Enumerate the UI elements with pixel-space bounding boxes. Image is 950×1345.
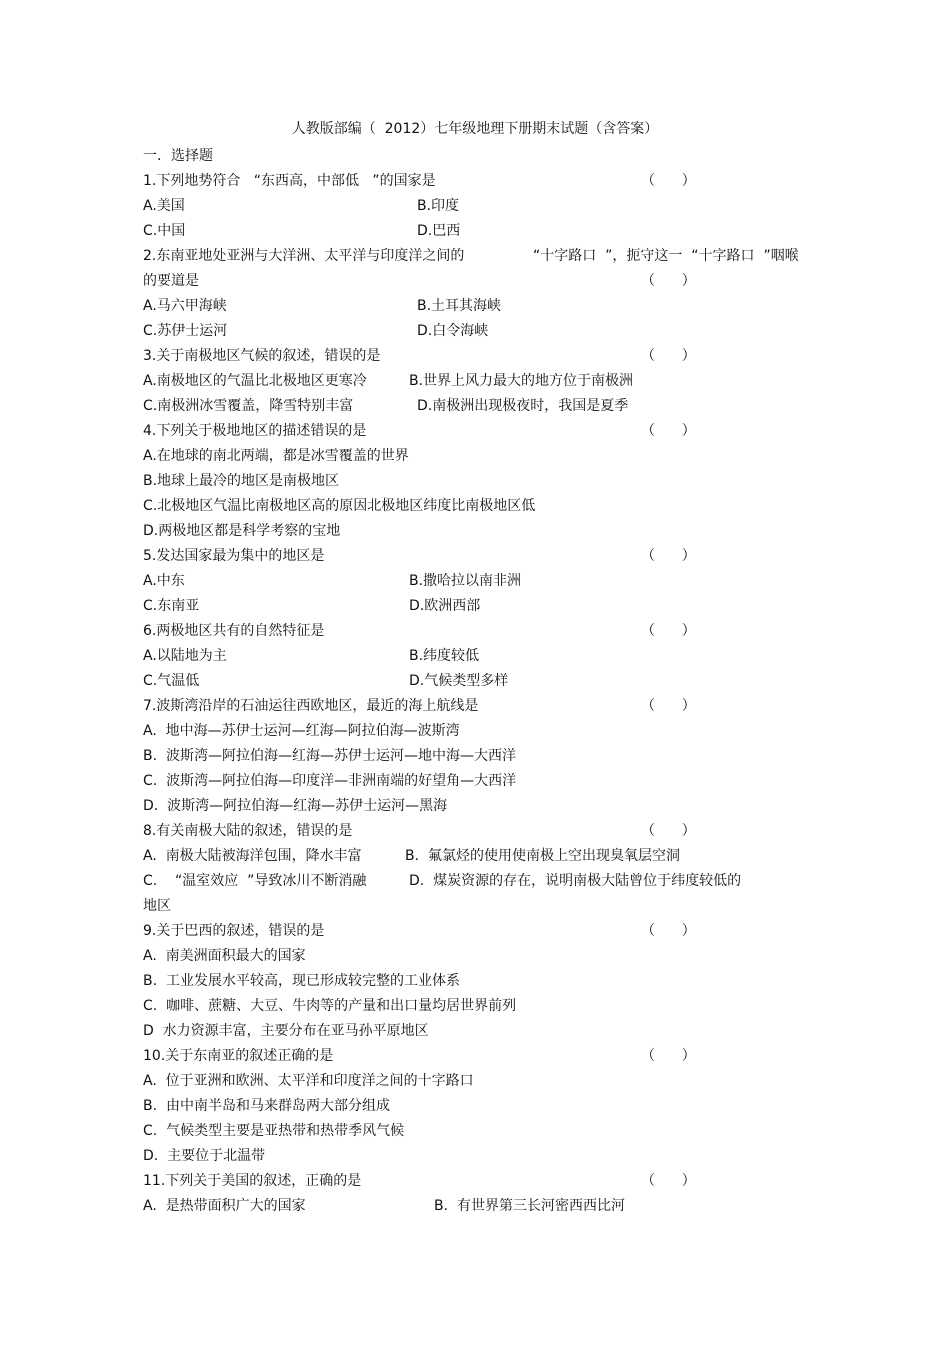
option-d: D.气候类型多样 — [409, 673, 509, 689]
option-row — [143, 494, 863, 519]
option-b: B.纬度较低 — [409, 648, 480, 664]
question-stem — [143, 419, 863, 444]
option-row — [143, 1069, 863, 1094]
section-heading — [143, 144, 863, 169]
option-row — [143, 969, 863, 994]
question-4-stem: 4.下列关于极地地区的描述错误的是 — [143, 423, 367, 439]
option-d: D. 煤炭资源的存在，说明南极大陆曾位于纬度较低的 — [409, 873, 742, 889]
option-c: C.东南亚 — [143, 598, 200, 614]
option-row — [143, 569, 863, 594]
answer-blank: （ ） — [641, 423, 696, 439]
question-10-stem: 10.关于东南亚的叙述正确的是 — [143, 1048, 334, 1064]
question-9-stem: 9.关于巴西的叙述，错误的是 — [143, 923, 325, 939]
option-row — [143, 894, 863, 919]
option-c: C. 波斯湾—阿拉伯海—印度洋—非洲南端的好望角—大西洋 — [143, 773, 517, 789]
option-b: B. 波斯湾—阿拉伯海—红海—苏伊士运河—地中海—大西洋 — [143, 748, 516, 764]
question-stem — [143, 344, 863, 369]
option-a: A.美国 — [143, 198, 185, 214]
option-row — [143, 719, 863, 744]
option-d: D.两极地区都是科学考察的宝地 — [143, 523, 341, 539]
question-stem-continuation — [143, 269, 863, 294]
question-stem — [143, 694, 863, 719]
option-d: D 水力资源丰富，主要分布在亚马孙平原地区 — [143, 1023, 429, 1039]
option-b: B. 有世界第三长河密西西比河 — [434, 1198, 625, 1214]
option-a: A.南极地区的气温比北极地区更寒冷 — [143, 373, 367, 389]
option-row — [143, 669, 863, 694]
option-row — [143, 644, 863, 669]
option-c: C.气温低 — [143, 673, 200, 689]
question-5-stem: 5.发达国家最为集中的地区是 — [143, 548, 325, 564]
option-row — [143, 944, 863, 969]
question-2-stem-part2: “十字路口 ”，扼守这一 “十字路口 ”咽喉 — [533, 248, 799, 264]
question-stem — [143, 1044, 863, 1069]
section-label: 一．选择题 — [143, 148, 213, 164]
option-c: C. 咖啡、蔗糖、大豆、牛肉等的产量和出口量均居世界前列 — [143, 998, 517, 1014]
question-6-stem: 6.两极地区共有的自然特征是 — [143, 623, 325, 639]
option-d: D.白令海峡 — [417, 323, 489, 339]
option-row — [143, 794, 863, 819]
answer-blank: （ ） — [641, 548, 696, 564]
answer-blank: （ ） — [641, 698, 696, 714]
option-a: A.马六甲海峡 — [143, 298, 227, 314]
answer-blank: （ ） — [641, 273, 696, 289]
question-7-stem: 7.波斯湾沿岸的石油运往西欧地区，最近的海上航线是 — [143, 698, 479, 714]
option-a: A. 南极大陆被海洋包围，降水丰富 — [143, 848, 362, 864]
option-d-continuation: 地区 — [143, 898, 171, 914]
answer-blank: （ ） — [641, 923, 696, 939]
option-b: B.土耳其海峡 — [417, 298, 502, 314]
option-b: B.印度 — [417, 198, 460, 214]
option-row — [143, 1019, 863, 1044]
option-c: C.苏伊士运河 — [143, 323, 228, 339]
document-title: 人教版部编（ 2012）七年级地理下册期末试题（含答案） — [291, 121, 659, 137]
answer-blank: （ ） — [641, 823, 696, 839]
option-row — [143, 594, 863, 619]
question-3-stem: 3.关于南极地区气候的叙述，错误的是 — [143, 348, 381, 364]
question-stem — [143, 244, 863, 269]
option-row — [143, 994, 863, 1019]
option-d: D. 波斯湾—阿拉伯海—红海—苏伊士运河—黑海 — [143, 798, 448, 814]
answer-blank: （ ） — [641, 1048, 696, 1064]
option-d: D.巴西 — [417, 223, 461, 239]
option-row — [143, 744, 863, 769]
option-a: A.在地球的南北两端，都是冰雪覆盖的世界 — [143, 448, 409, 464]
option-row — [143, 1194, 863, 1219]
option-row — [143, 1144, 863, 1169]
option-c: C. “温室效应 ”导致冰川不断消融 — [143, 873, 367, 889]
option-b: B. 氟氯烃的使用使南极上空出现臭氧层空洞 — [405, 848, 680, 864]
option-row — [143, 769, 863, 794]
option-row — [143, 394, 863, 419]
question-list — [143, 144, 863, 1219]
option-b: B.撒哈拉以南非洲 — [409, 573, 522, 589]
option-row — [143, 369, 863, 394]
option-a: A. 地中海—苏伊士运河—红海—阿拉伯海—波斯湾 — [143, 723, 460, 739]
question-stem — [143, 619, 863, 644]
option-row — [143, 219, 863, 244]
question-2-stem-part1: 2.东南亚地处亚洲与大洋洲、太平洋与印度洋之间的 — [143, 248, 465, 264]
option-d: D. 主要位于北温带 — [143, 1148, 266, 1164]
answer-blank: （ ） — [641, 348, 696, 364]
question-1-stem: 1.下列地势符合 “东西高，中部低 ”的国家是 — [143, 173, 436, 189]
option-b: B. 工业发展水平较高，现已形成较完整的工业体系 — [143, 973, 460, 989]
option-row — [143, 469, 863, 494]
option-a: A. 位于亚洲和欧洲、太平洋和印度洋之间的十字路口 — [143, 1073, 474, 1089]
option-b: B. 由中南半岛和马来群岛两大部分组成 — [143, 1098, 390, 1114]
question-2-stem-line2: 的要道是 — [143, 273, 199, 289]
question-stem — [143, 919, 863, 944]
question-stem — [143, 1169, 863, 1194]
option-row — [143, 1094, 863, 1119]
option-c: C.北极地区气温比南极地区高的原因北极地区纬度比南极地区低 — [143, 498, 536, 514]
option-d: D.欧洲西部 — [409, 598, 481, 614]
option-row — [143, 1119, 863, 1144]
option-b: B.世界上风力最大的地方位于南极洲 — [409, 373, 634, 389]
option-row — [143, 294, 863, 319]
answer-blank: （ ） — [641, 623, 696, 639]
option-a: A. 是热带面积广大的国家 — [143, 1198, 306, 1214]
answer-blank: （ ） — [641, 1173, 696, 1189]
option-c: C.南极洲冰雪覆盖，降雪特别丰富 — [143, 398, 354, 414]
option-row — [143, 444, 863, 469]
question-8-stem: 8.有关南极大陆的叙述，错误的是 — [143, 823, 353, 839]
question-stem — [143, 544, 863, 569]
option-a: A. 南美洲面积最大的国家 — [143, 948, 306, 964]
option-row — [143, 194, 863, 219]
option-c: C.中国 — [143, 223, 186, 239]
option-b: B.地球上最冷的地区是南极地区 — [143, 473, 340, 489]
option-row — [143, 319, 863, 344]
option-a: A.以陆地为主 — [143, 648, 227, 664]
question-11-stem: 11.下列关于美国的叙述，正确的是 — [143, 1173, 362, 1189]
option-c: C. 气候类型主要是亚热带和热带季风气候 — [143, 1123, 405, 1139]
option-row — [143, 844, 863, 869]
option-a: A.中东 — [143, 573, 185, 589]
option-row — [143, 869, 863, 894]
answer-blank: （ ） — [641, 173, 696, 189]
option-d: D.南极洲出现极夜时，我国是夏季 — [417, 398, 629, 414]
question-stem — [143, 819, 863, 844]
question-stem — [143, 169, 863, 194]
option-row — [143, 519, 863, 544]
